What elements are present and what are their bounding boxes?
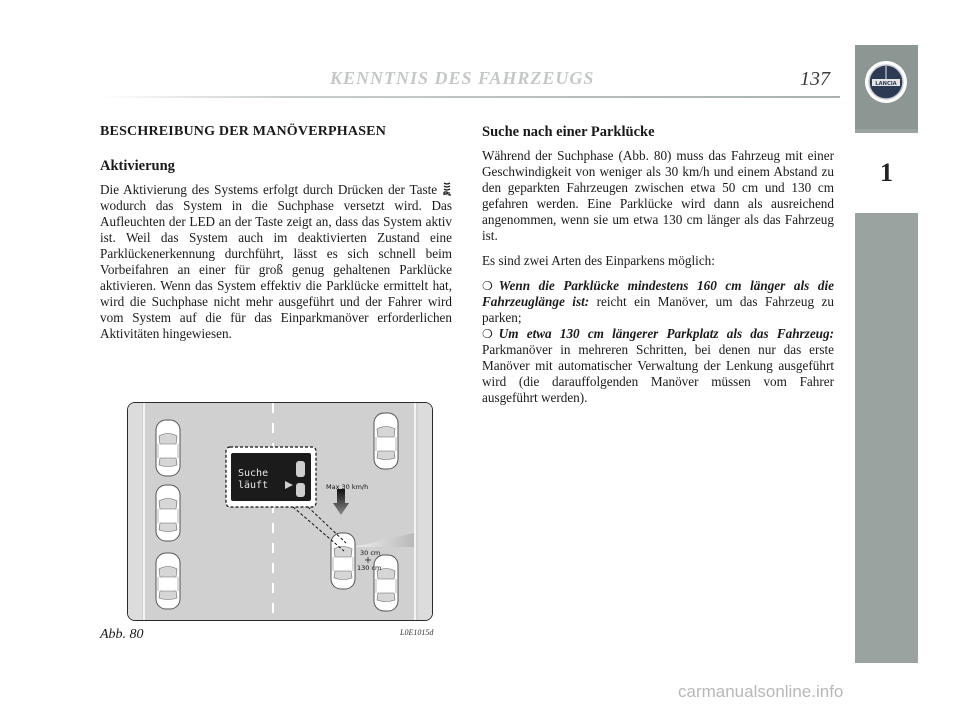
distance-label-30: 30 cm bbox=[360, 549, 381, 557]
bullet-circle-icon: ❍ bbox=[482, 327, 493, 341]
display-line-1: Suche bbox=[238, 468, 269, 479]
figure-caption: Abb. 80 bbox=[100, 627, 144, 642]
logo-box bbox=[855, 45, 918, 129]
display-car-icon bbox=[296, 461, 305, 477]
park-assist-button-icon bbox=[442, 182, 452, 196]
para-text-after-icon: wodurch das System in die Suchphase versetzt wird. Das Aufleuchten der LED an der Taste zeigt an, dass das System aktiv ist. Weil das System auch im deaktivierten Zustand eine Parklückenerkennung durchführt, lässt es sich schnell beim Vorbeifahren an einer für groß genug gehaltenen Parklücke aktivieren. Wenn das System effektiv die Parklücke ermittelt hat, wird die Suchphase nicht mehr ausgeführt und der Fahrer wird vom System auf die für das Einparkmanöver erforderlichen Aktivitäten hingewiesen. bbox=[100, 198, 452, 341]
header-rule bbox=[100, 96, 840, 98]
bullet-item-1 bbox=[482, 278, 834, 326]
aktivierung-paragraph bbox=[100, 182, 452, 342]
arten-paragraph: Es sind zwei Arten des Einparkens möglich: bbox=[482, 253, 715, 268]
bullet-text: reicht ein Manöver, um das Fahrzeug zu parken; bbox=[482, 294, 834, 325]
speed-label: Max 30 km/h bbox=[326, 483, 369, 491]
display-car-icon bbox=[296, 483, 305, 497]
subheading-suche: Suche nach einer Parklücke bbox=[482, 124, 655, 140]
parked-car-left-3 bbox=[156, 553, 180, 609]
bullet-lead: Um etwa 130 cm längerer Parkplatz als das Fahrzeug: bbox=[498, 326, 834, 341]
figure-code: L0E1015d bbox=[400, 628, 434, 637]
parking-search-illustration bbox=[128, 403, 432, 620]
bullet-lead: Wenn die Parklücke mindestens 160 cm länger als die Fahrzeuglänge ist: bbox=[482, 278, 834, 309]
parked-car-right-1 bbox=[374, 413, 398, 469]
watermark: carmanualsonline.info bbox=[678, 682, 844, 701]
logo-text: LANCIA bbox=[875, 81, 897, 87]
lancia-logo-icon bbox=[863, 59, 909, 105]
parked-car-left-1 bbox=[156, 420, 180, 476]
para-text-before-icon: Die Aktivierung des Systems erfolgt durch Drücken der Taste bbox=[100, 182, 438, 197]
section-title: BESCHREIBUNG DER MANÖVERPHASEN bbox=[100, 124, 387, 139]
chapter-number: 1 bbox=[855, 133, 918, 213]
left-column bbox=[100, 124, 452, 342]
right-column bbox=[482, 124, 834, 406]
bullet-text: Parkmanöver in mehreren Schritten, bei denen nur das erste Manöver mit automatischer Verwaltung der Lenkung ausgeführt wird (die darauffolgenden Manöver müssen vom Fahrer ausgeführt werden). bbox=[482, 342, 834, 405]
page-number: 137 bbox=[800, 68, 830, 90]
chapter-sidebar bbox=[855, 45, 918, 663]
running-header: KENNTNIS DES FAHRZEUGS bbox=[330, 68, 595, 88]
bullet-item-2 bbox=[482, 326, 834, 406]
subheading-aktivierung: Aktivierung bbox=[100, 158, 175, 174]
searching-car bbox=[331, 533, 355, 589]
display-line-2: läuft bbox=[238, 480, 269, 491]
bullet-circle-icon: ❍ bbox=[482, 279, 493, 293]
parked-car-left-2 bbox=[156, 485, 180, 541]
suche-paragraph: Während der Suchphase (Abb. 80) muss das Fahrzeug mit einer Geschwindigkeit von weniger als 30 km/h und einem Abstand zu den geparkten Fahrzeugen zwischen etwa 50 cm und 130 cm gefahren werden. Eine Parklücke wird dann als ausreichend angenommen, wenn sie um etwa 130 cm länger als das Fahrzeug ist. bbox=[482, 148, 834, 243]
figure-parking-search bbox=[127, 402, 433, 621]
distance-label-130: 130 cm bbox=[357, 564, 382, 572]
